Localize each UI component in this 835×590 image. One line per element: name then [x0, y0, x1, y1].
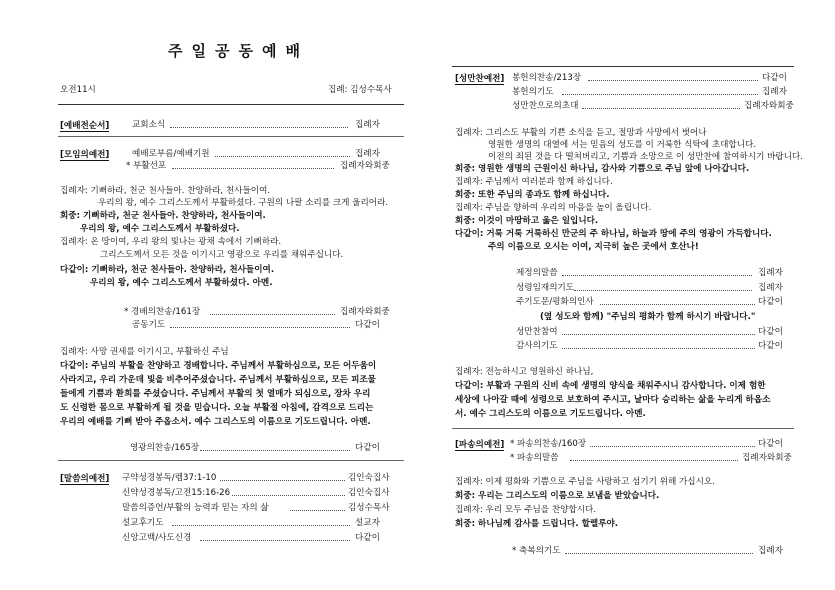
item-name: 성만찬으로의초대 [512, 101, 579, 111]
liturgy-line: 주의 이름으로 오시는 이여, 지극히 높은 곳에서 호산나! [488, 242, 699, 252]
liturgy-line: 영원한 생명의 대열에 서는 믿음의 성도를 이 거룩한 식탁에 초대합니다. [488, 140, 757, 150]
liturgy-line: 다같이: 주님의 부활을 찬양하고 경배합니다. 주님께서 부활하심으로, 모든 어두움이 [60, 361, 377, 371]
item-who: 집례자 [355, 149, 380, 159]
item-who: 설교자 [355, 518, 380, 528]
leader-dots [562, 275, 752, 276]
item-who: 집례자 [355, 120, 380, 130]
leader-dots [215, 156, 350, 157]
item-name: 성만찬참여 [516, 327, 558, 337]
item-name: 설교후기도 [122, 518, 164, 528]
liturgy-line: 다같이: 거룩 거룩 거룩하신 만군의 주 하나님, 하늘과 땅에 주의 영광이 가득합니다. [455, 229, 772, 239]
item-name: 영광의찬송/165장 [130, 443, 200, 453]
item-name: 봉헌의찬송/213장 [512, 73, 582, 83]
item-who: 김인숙집사 [348, 488, 390, 498]
leader-dots [172, 525, 350, 526]
liturgy-line: 집례자: 전능하시고 영원하신 하나님, [455, 367, 594, 377]
liturgy-line: 이전의 죄된 것을 다 떨쳐버리고, 기쁨과 소망으로 이 성만찬에 참여하시기 바랍니다. [488, 152, 804, 162]
item-who: 집례자와회중 [340, 161, 390, 171]
item-who: 다같이 [758, 341, 783, 351]
leader-dots [562, 348, 755, 349]
liturgy-line: 우리의 왕, 예수 그리스도께서 부활하셨다. 아멘. [90, 278, 273, 288]
leader-dots [170, 327, 350, 328]
liturgy-line: 사라지고, 우리 가운데 빛을 비추어주셨습니다. 주님께서 부활하심으로, 모든 피조물 [60, 375, 376, 385]
leader-dots [200, 450, 350, 451]
leader-dots [170, 127, 348, 128]
item-name: 교회소식 [132, 120, 166, 130]
item-who: 집례자 [762, 87, 787, 97]
item-name: 주기도문/평화의인사 [516, 297, 594, 307]
item-who: 집례자 [758, 268, 783, 278]
leader-dots [582, 108, 740, 109]
item-who: 다같이 [758, 439, 783, 449]
liturgy-line: 집례자: 온 땅이여, 우리 왕의 빛나는 광채 속에서 기뻐하라. [60, 237, 282, 247]
divider [58, 136, 404, 137]
item-who: 집례자와회중 [742, 453, 792, 463]
divider [452, 66, 794, 67]
item-name: 성령임재의기도 [516, 283, 575, 293]
liturgy-line: 집례자: 주님을 향하여 우리의 마음을 높이 올립니다. [455, 203, 652, 213]
item-who: 김인숙집사 [348, 473, 390, 483]
liturgy-line: 회중: 이것이 마땅하고 옳은 일입니다. [455, 216, 599, 226]
leader-dots [200, 540, 350, 541]
item-name: 제정의말씀 [516, 268, 558, 278]
item-name: * 부활선포 [126, 161, 167, 171]
item-name: 구약성경봉독/렘37:1-10 [122, 473, 217, 483]
leader-dots [232, 495, 345, 496]
item-name: * 축복의기도 [512, 546, 561, 556]
item-who: 집례자 [758, 283, 783, 293]
liturgy-line: 세상에 나아갈 때에 성령으로 보호하여 주시고, 날마다 승리하는 삶을 누리게 하옵소 [455, 395, 771, 405]
liturgy-line: 다같이: 기뻐하라, 천군 천사들아. 찬양하라, 천사들이여. [60, 265, 275, 275]
item-who: 다같이 [758, 297, 783, 307]
leader-dots [290, 510, 345, 511]
item-who: 집례자 [758, 546, 783, 556]
liturgy-line: 들에게 기쁨과 환희를 주셨습니다. 주님께서 부활의 첫 열매가 되심으로, 장차 우리 [60, 389, 371, 399]
liturgy-line: 회중: 하나님께 감사를 드립니다. 할렐루야. [455, 519, 619, 529]
liturgy-line: 우리의 예배를 기뻐 받아 주옵소서. 예수 그리스도의 이름으로 기도드립니다. 아멘. [60, 417, 371, 427]
item-name: 봉헌의기도 [512, 87, 554, 97]
leader-dots [562, 334, 755, 335]
divider [58, 460, 404, 461]
leader-dots [600, 304, 755, 305]
liturgy-line: 우리의 왕, 예수 그리스도께서 부활하셨다. [80, 224, 240, 234]
leader-dots [210, 314, 335, 315]
leader-dots [172, 168, 334, 169]
page-title: 주일공동예배 [168, 42, 309, 60]
service-leader: 집례: 김성수목사 [328, 85, 392, 95]
item-who: 다같이 [355, 320, 380, 330]
leader-dots [562, 94, 758, 95]
service-time: 오전11시 [60, 85, 96, 95]
leader-dots [574, 290, 752, 291]
leader-dots [570, 460, 738, 461]
liturgy-line: 도 신령한 몸으로 부활하게 될 것을 믿습니다. 오늘 부활절 아침에, 감격으로 드리는 [60, 403, 374, 413]
liturgy-line: 집례자: 기뻐하라, 천군 천사들아. 찬양하라, 천사들이여. [60, 186, 271, 196]
item-name: 공동기도 [132, 320, 166, 330]
item-name: 말씀의증언/부활의 능력과 믿는 자의 삶 [122, 503, 269, 513]
liturgy-line: 회중: 또한 주님의 종과도 함께 하십니다. [455, 190, 610, 200]
liturgy-line: 그리스도께서 모든 것을 이기시고 영광으로 우리를 채워주십니다. [100, 250, 344, 260]
section-gather: [모임의예전] [60, 150, 110, 160]
item-who: 집례자와회중 [340, 307, 390, 317]
item-name: 감사의기도 [516, 341, 558, 351]
liturgy-line: 집례자: 사망 권세를 이기시고, 부활하신 주님 [60, 347, 229, 357]
item-name: * 파송의말씀 [510, 453, 559, 463]
item-name: * 경배의찬송/161장 [124, 307, 201, 317]
item-name: * 파송의찬송/160장 [510, 439, 587, 449]
liturgy-line: 집례자: 이제 평화와 기쁨으로 주님을 사랑하고 섬기기 위해 가십시오. [455, 477, 715, 487]
liturgy-line: 회중: 영원한 생명의 근원이신 하나님, 감사와 기쁨으로 주님 앞에 나아갑니다. [455, 164, 750, 174]
divider [58, 104, 404, 105]
liturgy-line: 서. 예수 그리스도의 이름으로 기도드립니다. 아멘. [455, 409, 646, 419]
liturgy-line: 집례자: 우리 모두 주님을 찬양합시다. [455, 505, 597, 515]
liturgy-line: 회중: 우리는 그리스도의 이름으로 보냄을 받았습니다. [455, 491, 660, 501]
peace-greeting: (옆 성도와 함께) "주님의 평화가 함께 하시기 바랍니다." [540, 312, 756, 322]
leader-dots [220, 480, 345, 481]
item-who: 다같이 [355, 443, 380, 453]
item-who: 다같이 [355, 533, 380, 543]
section-sending: [파송의예전] [455, 440, 505, 450]
liturgy-line: 집례자: 그리스도 부활의 기쁜 소식을 듣고, 절망과 사망에서 벗어나 [455, 128, 707, 138]
liturgy-line: 회중: 기뻐하라, 천군 천사들아. 찬양하라, 천사들이여. [60, 211, 266, 221]
item-who: 집례자와회중 [744, 101, 794, 111]
section-prep: [예배전순서] [60, 121, 110, 131]
item-who: 다같이 [762, 73, 787, 83]
leader-dots [588, 80, 758, 81]
item-who: 김성수목사 [348, 503, 390, 513]
item-name: 신약성경봉독/고전15:16-26 [122, 488, 231, 498]
section-word: [말씀의예전] [60, 474, 110, 484]
item-name: 신앙고백/사도신경 [122, 533, 192, 543]
leader-dots [590, 446, 755, 447]
item-name: 예배로부름/예배기원 [132, 149, 210, 159]
item-who: 다같이 [758, 327, 783, 337]
liturgy-line: 집례자: 주님께서 여러분과 함께 하십니다. [455, 177, 613, 187]
liturgy-line: 우리의 왕, 예수 그리스도께서 부활하셨다. 구원의 나팔 소리를 크게 울리어라. [98, 198, 389, 208]
leader-dots [565, 553, 753, 554]
section-sacrament: [성만찬예전] [455, 74, 505, 84]
liturgy-line: 다같이: 부활과 구원의 신비 속에 생명의 양식을 채워주시니 감사합니다. 이제 험한 [455, 381, 766, 391]
divider [452, 428, 794, 429]
